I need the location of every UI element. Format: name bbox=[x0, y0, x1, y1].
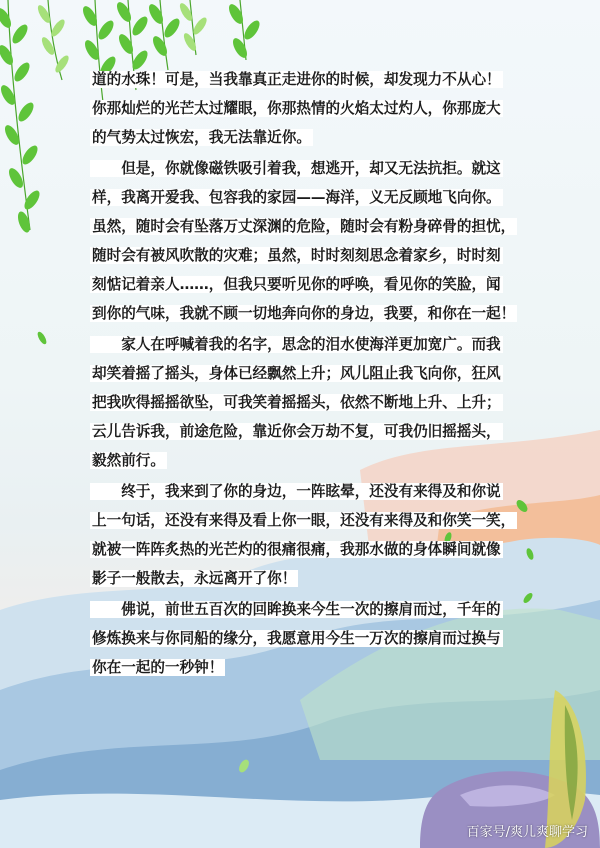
paragraph-3 bbox=[90, 335, 518, 471]
text-line: 影子一般散去，永远离开了你！ bbox=[92, 570, 297, 587]
text-line: 你在一起的一秒钟！ bbox=[92, 659, 224, 676]
text-line: 修炼换来与你同船的缘分，我愿意用今生一万次的擦肩而过换与 bbox=[92, 630, 501, 647]
text-line: 道的水珠！可是，当我靠真正走进你的时候，却发现力不从心！ bbox=[92, 71, 501, 88]
text-line: 上一句话，还没有来得及看上你一眼，还没有来得及和你笑一笑， bbox=[92, 512, 516, 529]
text-line: 云儿告诉我，前途危险，靠近你会万劫不复，可我仍旧摇摇头， bbox=[92, 423, 501, 440]
watermark: 百家号/爽儿爽聊学习 bbox=[466, 825, 588, 840]
text-line: 终于，我来到了你的身边，一阵眩晕，还没有来得及和你说 bbox=[92, 483, 501, 500]
leaf bbox=[36, 330, 48, 345]
paragraph-4 bbox=[90, 482, 518, 589]
text-line: 却笑着摇了摇头，身体已经飘然上升；风儿阻止我飞向你，狂风 bbox=[92, 365, 501, 382]
text-line: 就被一阵阵炙热的光芒灼的很痛很痛，我那水做的身体瞬间就像 bbox=[92, 541, 501, 558]
text-line: 随时会有被风吹散的灾难；虽然，时时刻刻思念着家乡，时时刻 bbox=[92, 247, 501, 264]
text-line: 虽然，随时会有坠落万丈深渊的危险，随时会有粉身碎骨的担忧， bbox=[92, 218, 516, 235]
text-line: 佛说，前世五百次的回眸换来今生一次的擦肩而过，千年的 bbox=[92, 601, 501, 618]
text-line: 但是，你就像磁铁吸引着我，想逃开，却又无法抗拒。就这 bbox=[92, 160, 501, 177]
text-line: 样，我离开爱我、包容我的家园——海洋，义无反顾地飞向你。 bbox=[92, 189, 501, 206]
text-line: 到你的气味，我就不顾一切地奔向你的身边，我要，和你在一起！ bbox=[92, 305, 516, 322]
text-line: 的气势太过恢宏，我无法靠近你。 bbox=[92, 129, 311, 146]
text-line: 你那灿烂的光芒太过耀眼，你那热情的火焰太过灼人，你那庞大 bbox=[92, 100, 501, 117]
text-line: 毅然前行。 bbox=[92, 452, 165, 469]
text-line: 家人在呼喊着我的名字，思念的泪水使海洋更加宽广。而我 bbox=[92, 336, 501, 353]
paragraph-1 bbox=[90, 70, 518, 148]
text-line: 把我吹得摇摇欲坠，可我笑着摇摇头，依然不断地上升、上升； bbox=[92, 394, 501, 411]
article-body bbox=[90, 70, 518, 689]
paragraph-2 bbox=[90, 159, 518, 324]
text-line: 刻惦记着亲人……，但我只要听见你的呼唤，看见你的笑脸，闻 bbox=[92, 276, 501, 293]
paragraph-5 bbox=[90, 600, 518, 678]
